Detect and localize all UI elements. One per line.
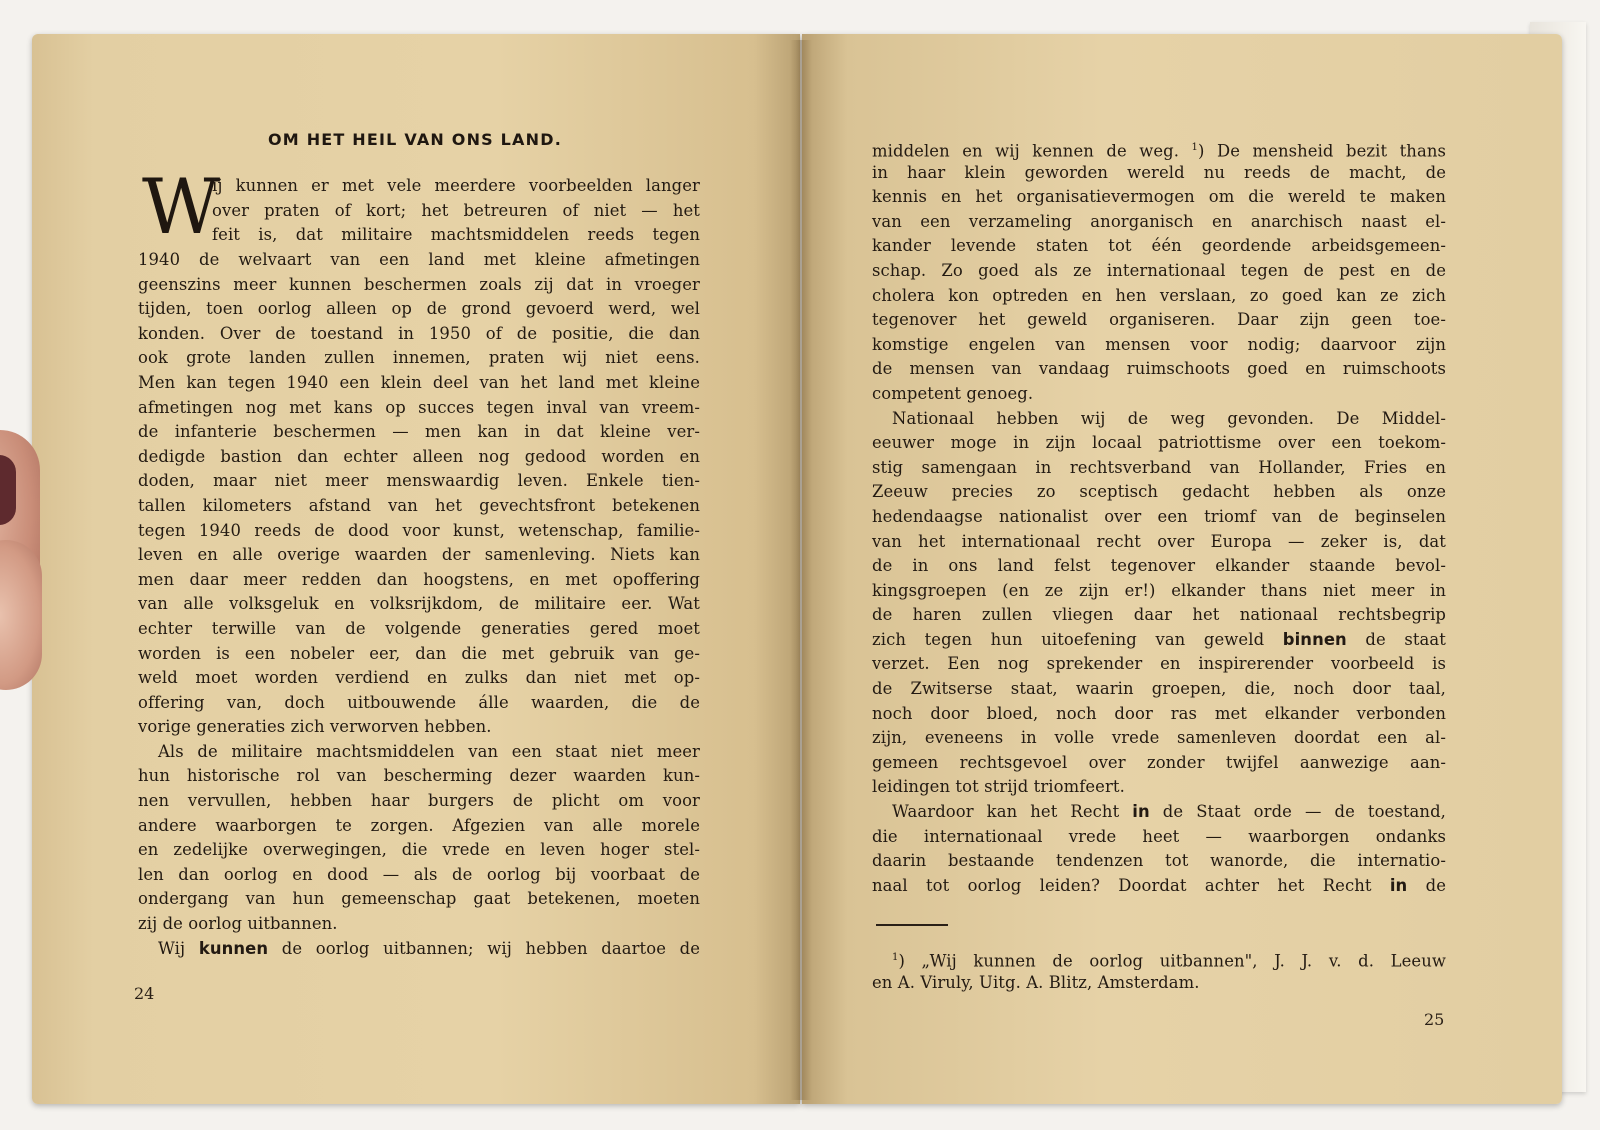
text-line: afmetingen nog met kans op succes tegen inval van vreem-: [138, 397, 700, 417]
right-body-text: [872, 136, 1446, 898]
text-fragment: de Staat orde — de toestand,: [1149, 802, 1446, 822]
text-fragment: zich tegen hun uitoefening van geweld: [872, 629, 1283, 649]
text-line: hun historische rol van bescherming dezer waarden kun-: [138, 766, 700, 786]
text-line: men daar meer redden dan hoogstens, en met opoffering: [138, 569, 700, 589]
text-line: tegen 1940 reeds de dood voor kunst, wetenschap, familie-: [138, 520, 700, 540]
drop-cap: W: [142, 162, 221, 251]
text-line: die internationaal vrede heet — waarborgen ondanks: [872, 826, 1446, 846]
text-line: [872, 946, 1446, 971]
text-line: nen vervullen, hebben haar burgers de plicht om voor: [138, 791, 700, 811]
footnote-rule: [876, 924, 948, 926]
text-line: cholera kon optreden en hen verslaan, zo goed kan ze zich: [872, 285, 1446, 305]
text-line: verzet. Een nog sprekender en inspirerender voorbeeld is: [872, 654, 1446, 674]
text-line: konden. Over de toestand in 1950 of de positie, die dan: [138, 323, 700, 343]
text-line: schap. Zo goed als ze internationaal tegen de pest en de: [872, 260, 1446, 280]
text-line: en zedelijke overwegingen, die vrede en leven hoger stel-: [138, 840, 700, 860]
text-line: competent genoeg.: [872, 383, 1034, 403]
text-line: kingsgroepen (en ze zijn er!) elkander thans niet meer in: [872, 580, 1446, 600]
text-line: len dan oorlog en dood — als de oorlog bij voorbaat de: [138, 864, 700, 884]
fingernail: [0, 455, 16, 525]
text-line: offering van, doch uitbouwende álle waarden, die de: [138, 692, 700, 712]
text-line: weld moet worden verdiend en zulks dan niet met op-: [138, 668, 700, 688]
text-line: leidingen tot strijd triomfeert.: [872, 777, 1125, 797]
text-fragment: ) De mensheid bezit thans: [1198, 141, 1446, 161]
text-line: noch door bloed, noch door ras met elkander verbonden: [872, 703, 1446, 723]
text-line: Als de militaire machtsmiddelen van een staat niet meer: [158, 741, 700, 761]
text-line: doden, maar niet meer menswaardig leven. Enkele tien-: [138, 471, 700, 491]
text-line: Nationaal hebben wij de weg gevonden. De Middel-: [892, 408, 1446, 428]
bold-word: kunnen: [198, 938, 269, 958]
text-line: van een verzameling anorganisch en anarchisch naast el-: [872, 211, 1446, 231]
text-line: de haren zullen vliegen daar het nationaal rechtsbegrip: [872, 605, 1446, 625]
text-line: gemeen rechtsgevoel over zonder twijfel aanwezige aan-: [872, 752, 1446, 772]
text-line: leven en alle overige waarden der samenleving. Niets kan: [138, 545, 700, 565]
thumb: [0, 540, 42, 690]
text-line: tegenover het geweld organiseren. Daar zijn geen toe-: [872, 310, 1446, 330]
left-body-text: [138, 248, 700, 961]
text-line: feit is, dat militaire machtsmiddelen reeds tegen: [212, 225, 700, 245]
text-line: kander levende staten tot één geordende arbeidsgemeen-: [872, 236, 1446, 256]
footnote-ref: 1: [1191, 142, 1199, 153]
text-line: zijn, eveneens in volle vrede samenleven doordat een al-: [872, 728, 1446, 748]
footnote: [872, 946, 1446, 995]
text-line: eeuwer moge in zijn locaal patriottisme over een toekom-: [872, 433, 1446, 453]
text-line: geenszins meer kunnen beschermen zoals zij dat in vroeger: [138, 274, 700, 294]
text-fragment: naal tot oorlog leiden? Doordat achter het Recht: [872, 875, 1390, 895]
text-line: [872, 800, 1446, 825]
text-line: [138, 937, 700, 962]
left-opening-lines: [212, 174, 700, 248]
text-line: over praten of kort; het betreuren of niet — het: [212, 200, 700, 220]
text-line: de infanterie beschermen — men kan in dat kleine ver-: [138, 422, 700, 442]
text-fragment: middelen en wij kennen de weg.: [872, 141, 1192, 161]
text-line: worden is een nobeler eer, dan die met gebruik van ge-: [138, 643, 700, 663]
text-line: komstige engelen van mensen voor nodig; daarvoor zijn: [872, 334, 1446, 354]
text-line: [872, 628, 1446, 653]
text-line: zij de oorlog uitbannen.: [138, 914, 338, 934]
text-line: Zeeuw precies zo sceptisch gedacht hebben als onze: [872, 482, 1446, 502]
text-line: hedendaagse nationalist over een triomf van de beginselen: [872, 506, 1446, 526]
text-fragment: de staat: [1346, 629, 1446, 649]
chapter-title: OM HET HEIL VAN ONS LAND.: [268, 130, 562, 149]
text-line: andere waarborgen te zorgen. Afgezien van alle morele: [138, 815, 700, 835]
text-line: van alle volksgeluk en volksrijkdom, de militaire eer. Wat: [138, 594, 700, 614]
text-line: ondergang van hun gemeenschap gaat betekenen, moeten: [138, 889, 700, 909]
text-line: in haar klein geworden wereld nu reeds de macht, de: [872, 162, 1446, 182]
footnote-marker: 1: [892, 952, 899, 963]
text-line: de in ons land felst tegenover elkander staande bevol-: [872, 556, 1446, 576]
text-line: ij kunnen er met vele meerdere voorbeelden langer: [212, 176, 700, 195]
text-fragment: ) „Wij kunnen de oorlog uitbannen", J. J. v. d. Leeuw: [898, 951, 1446, 971]
text-line: vorige generaties zich verworven hebben.: [138, 717, 492, 737]
text-line: echter terwille van de volgende generaties gered moet: [138, 618, 700, 638]
text-fragment: de: [1407, 875, 1446, 895]
page-number-right: 25: [1424, 1010, 1445, 1029]
text-line: dedigde bastion dan echter alleen nog gedood worden en: [138, 446, 700, 466]
text-line: en A. Viruly, Uitg. A. Blitz, Amsterdam.: [872, 972, 1200, 992]
bold-word: binnen: [1282, 629, 1347, 649]
text-line: tallen kilometers afstand van het gevechtsfront betekenen: [138, 495, 700, 515]
text-line: Men kan tegen 1940 een klein deel van het land met kleine: [138, 372, 700, 392]
text-fragment: Waardoor kan het Recht: [892, 802, 1133, 822]
text-fragment: de oorlog uitbannen; wij hebben daartoe de: [268, 938, 701, 958]
text-fragment: Wij: [158, 938, 199, 958]
text-line: de mensen van vandaag ruimschoots goed en ruimschoots: [872, 359, 1446, 379]
text-line: ook grote landen zullen innemen, praten wij niet eens.: [138, 348, 700, 368]
bold-word: in: [1132, 802, 1150, 822]
text-line: kennis en het organisatievermogen om die wereld te maken: [872, 187, 1446, 207]
page-number-left: 24: [134, 984, 155, 1003]
text-line: [872, 874, 1446, 899]
book-gutter: [790, 40, 812, 1100]
text-line: [872, 136, 1446, 161]
text-line: 1940 de welvaart van een land met kleine afmetingen: [138, 250, 700, 269]
text-line: stig samengaan in rechtsverband van Hollander, Fries en: [872, 457, 1446, 477]
text-line: daarin bestaande tendenzen tot wanorde, die internatio-: [872, 851, 1446, 871]
text-line: tijden, toen oorlog alleen op de grond gevoerd werd, wel: [138, 299, 700, 319]
text-line: van het internationaal recht over Europa — zeker is, dat: [872, 531, 1446, 551]
text-line: de Zwitserse staat, waarin groepen, die, noch door taal,: [872, 679, 1446, 699]
bold-word: in: [1389, 875, 1408, 895]
